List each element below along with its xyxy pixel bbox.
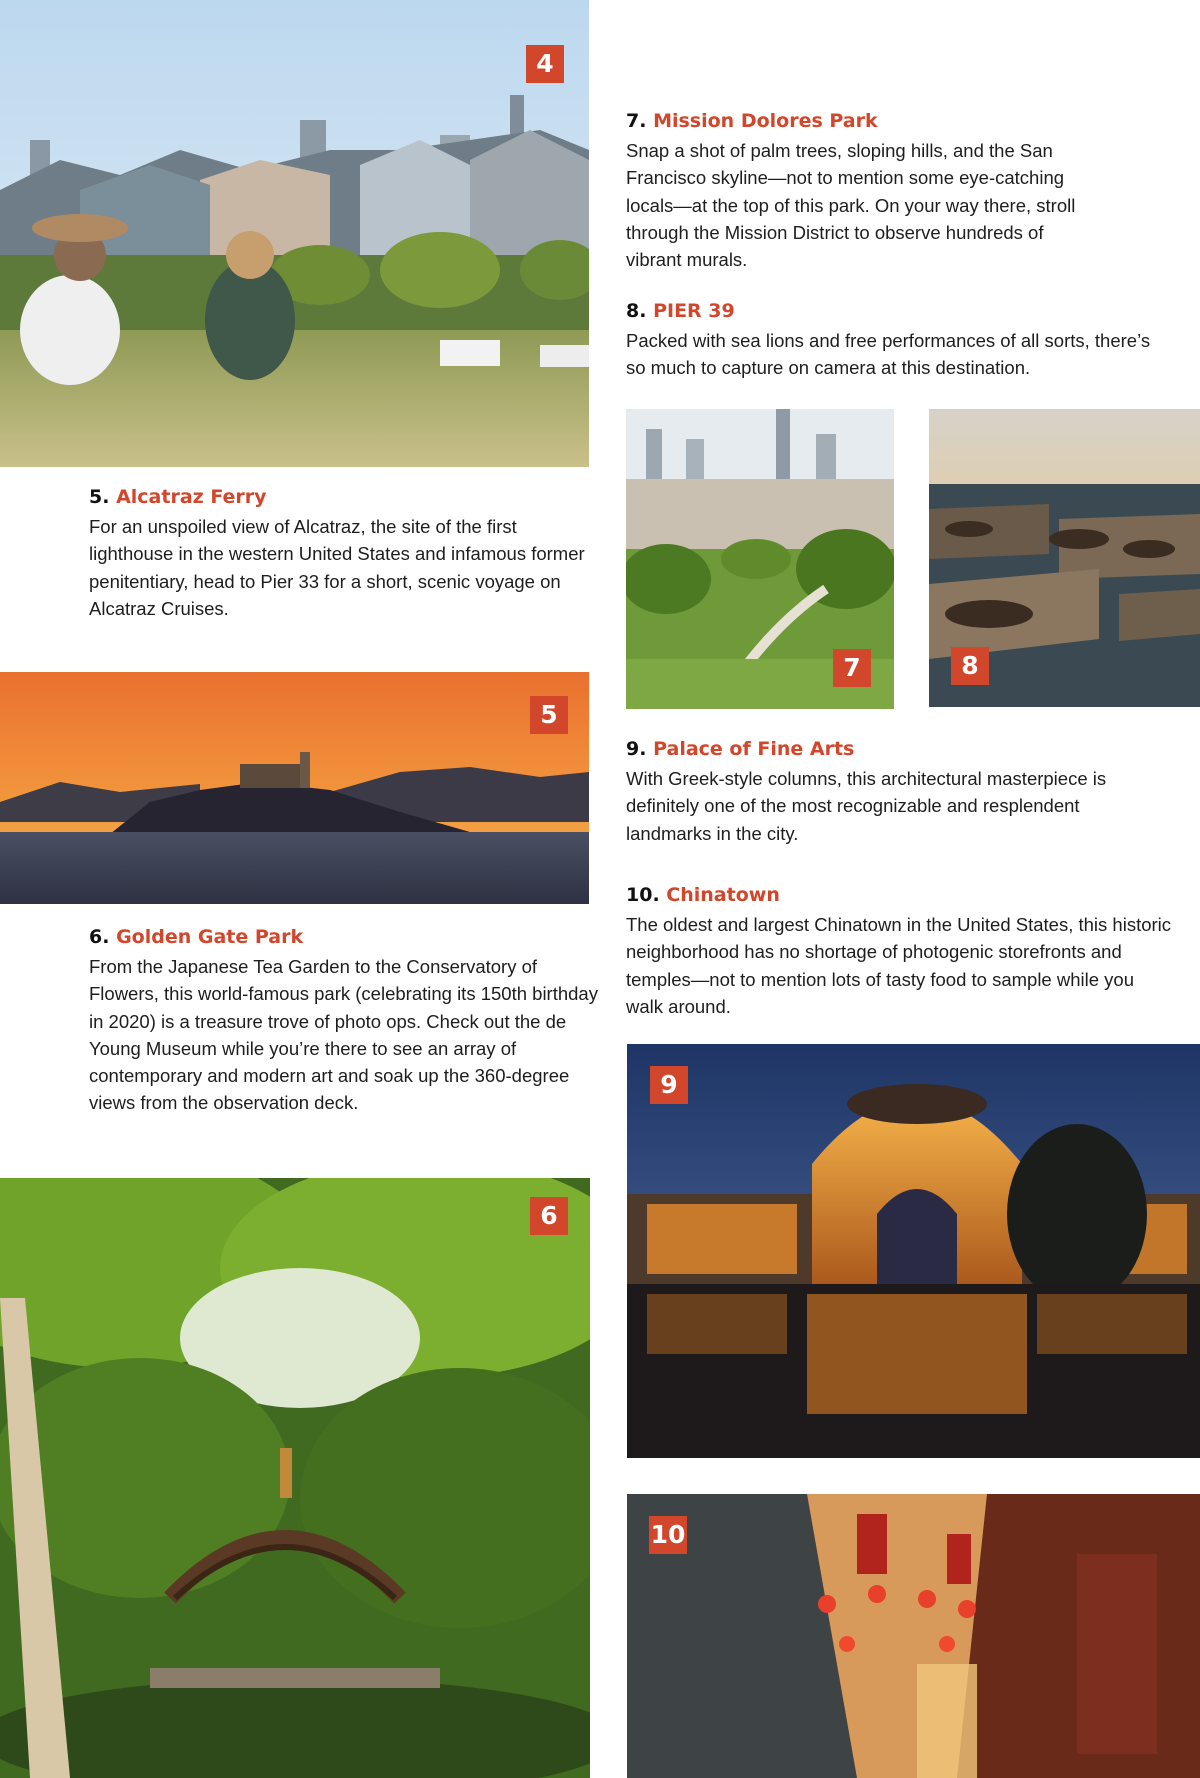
entry-title: Chinatown: [666, 884, 780, 906]
palace-of-fine-arts-photo: [627, 1044, 1200, 1458]
entry-heading: [626, 299, 1166, 323]
entry-golden-gate-park: [89, 925, 599, 1117]
alcatraz-sunset-photo: [0, 672, 589, 904]
painted-ladies-photo: [0, 0, 589, 467]
entry-heading: [626, 737, 1166, 761]
photo-number-badge: 8: [951, 647, 989, 685]
entry-title: Palace of Fine Arts: [653, 738, 855, 760]
entry-number: 5.: [89, 486, 110, 508]
entry-description: For an unspoiled view of Alcatraz, the site of the first lighthouse in the western United States and infamous former penitentiary, head to Pier 33 for a short, scenic voyage on Alcatraz Cruises.: [89, 516, 585, 619]
mission-dolores-park-photo: [626, 409, 894, 709]
photo-number-badge: 4: [526, 45, 564, 83]
entry-number: 6.: [89, 926, 110, 948]
entry-heading: [626, 883, 1176, 907]
entry-title: Golden Gate Park: [116, 926, 304, 948]
photo-number-badge: 5: [530, 696, 568, 734]
entry-number: 9.: [626, 738, 647, 760]
photo-number-badge: 10: [649, 1516, 687, 1554]
entry-heading: [89, 485, 589, 509]
chinatown-alley-photo: [627, 1494, 1200, 1778]
entry-heading: [626, 109, 1096, 133]
entry-description: With Greek-style columns, this architectural masterpiece is definitely one of the most recognizable and resplendent landmarks in the city.: [626, 768, 1107, 844]
entry-pier-39: [626, 299, 1166, 382]
entry-heading: [89, 925, 599, 949]
entry-mission-dolores-park: [626, 109, 1096, 273]
pier-39-sea-lions-photo: [929, 409, 1200, 707]
entry-title: Mission Dolores Park: [653, 110, 878, 132]
entry-chinatown: [626, 883, 1176, 1020]
entry-number: 10.: [626, 884, 660, 906]
entry-palace-of-fine-arts: [626, 737, 1166, 847]
photo-number-badge: 9: [650, 1066, 688, 1104]
entry-alcatraz-ferry: [89, 485, 589, 622]
entry-description: Snap a shot of palm trees, sloping hills, and the San Francisco skyline—not to mention some eye-catching locals—at the top of this park. On your way there, stroll through the Mission District to observe hundreds of vibrant murals.: [626, 140, 1076, 271]
entry-description: Packed with sea lions and free performances of all sorts, there’s so much to capture on camera at this destination.: [626, 330, 1151, 379]
entry-number: 7.: [626, 110, 647, 132]
entry-description: From the Japanese Tea Garden to the Conservatory of Flowers, this world-famous park (celebrating its 150th birthday in 2020) is a treasure trove of photo ops. Check out the de Young Museum while you’re there to see an array of contemporary and modern art and soak up the 360-degree views from the observation deck.: [89, 956, 598, 1114]
photo-number-badge: 7: [833, 649, 871, 687]
entry-title: Alcatraz Ferry: [116, 486, 267, 508]
entry-description: The oldest and largest Chinatown in the United States, this historic neighborhood has no shortage of photogenic storefronts and temples—not to mention lots of tasty food to sample while you walk around.: [626, 914, 1172, 1017]
entry-number: 8.: [626, 300, 647, 322]
entry-title: PIER 39: [653, 300, 735, 322]
japanese-tea-garden-photo: [0, 1178, 590, 1778]
photo-number-badge: 6: [530, 1197, 568, 1235]
